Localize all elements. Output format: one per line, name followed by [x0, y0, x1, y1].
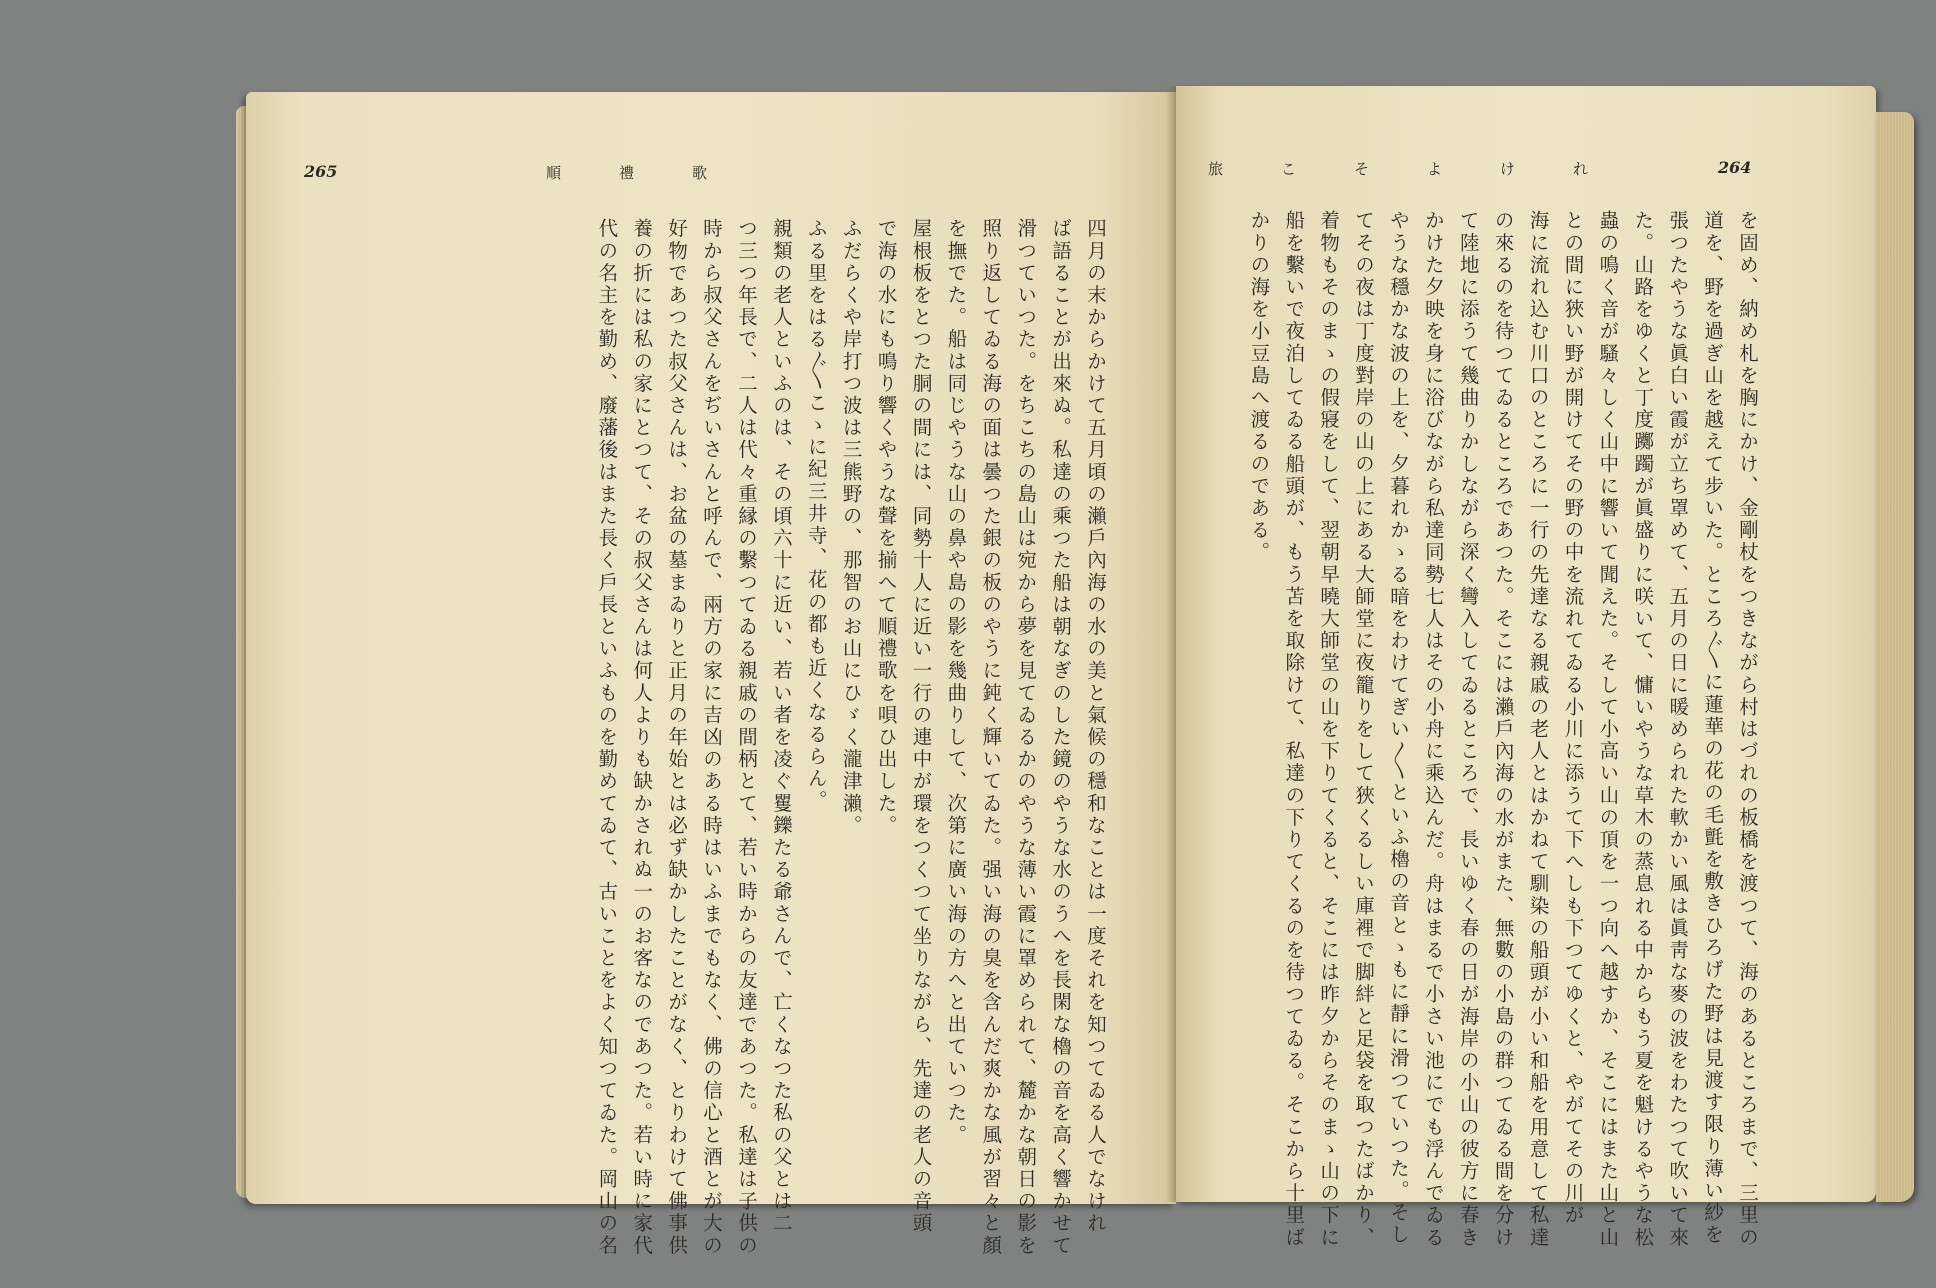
text-line: やうな穩かな波の上を、夕暮れかゝる暗をわけてぎい〳〵といふ櫓の音とゝもに靜に滑つていつた。そし [1386, 210, 1410, 1247]
text-line: 照り返してゐる海の面は曇つた銀の板のやうに鈍く輝いてゐた。强い海の臭を含んだ爽かな風が習々と顏 [979, 218, 1003, 1257]
text-line: 時から叔父さんをぢいさんと呼んで、兩方の家に吉凶のある時はいふまでもなく、佛の信心と酒とが大の [700, 218, 724, 1257]
right-page-body [1216, 210, 1764, 1249]
text-line: ふる里をはる〴〵こゝに紀三井寺、花の都も近くなるらん。 [804, 218, 828, 813]
right-page [1176, 86, 1876, 1249]
text-line: 道を、野を過ぎ山を越えて步いた。ところ〴〵に蓮華の花の毛氈を敷きひろげた野は見渡す限り薄い紗を [1701, 210, 1725, 1247]
page-number-right: 264 [1718, 158, 1752, 177]
text-line: 屋根板をとつた胴の間には、同勢十人に近い一行の連中が環をつくつて坐りながら、先達の老人の音頭 [909, 218, 933, 1235]
text-line: ば語ることが出來ぬ。私達の乘つた船は朝なぎのした鏡のやうな水のうへを長閑な櫓の音を高く響かせて [1049, 218, 1073, 1257]
text-line: 親類の老人といふのは、その頃六十に近い、若い者を凌ぐ矍鑠たる爺さんで、亡くなつた私の父とは二 [769, 218, 793, 1235]
text-line: つ三つ年長で、二人は代々重縁の繫つてゐる親戚の間柄とて、若い時からの友達であつた。私達は子供の [734, 218, 758, 1257]
page-edges-right [1876, 112, 1914, 1202]
text-line: を固め、納め札を胸にかけ、金剛杖をつきながら村はづれの板橋を渡つて、海のあるところまで、三里の [1736, 210, 1759, 1249]
text-line: を撫でた。船は同じやうな山の鼻や島の影を幾曲りして、次第に廣い海の方へと出ていつた。 [944, 218, 968, 1147]
text-line: 四月の末からかけて五月頃の瀨戶內海の水の美と氣候の穩和なことは一度それを知つてゐる人でなけれ [1084, 218, 1107, 1235]
left-page [246, 92, 1176, 1257]
text-line: て陸地に添うて幾曲りかしながら深く彎入してゐるところで、長いゆく春の日が海岸の小山の彼方に春き [1456, 210, 1480, 1249]
text-line: 海に流れ込む川口のところに一行の先達なる親戚の老人とはかねて馴染の船頭が小い和船を用意して私達 [1526, 210, 1550, 1249]
text-line: てその夜は丁度對岸の山の上にある大師堂に夜籠りをして狹くるしい庫裡で脚絆と足袋を取つたばかり、 [1352, 210, 1376, 1249]
text-line: で海の水にも鳴り響くやうな聲を揃へて順禮歌を唄ひ出した。 [874, 218, 898, 837]
text-line: かりの海を小豆島へ渡るのである。 [1247, 210, 1271, 564]
text-line: 代の名主を勤め、廢藩後はまた長く戶長といふものを勤めてゐて、古いことをよく知つてゐた。岡山の名 [595, 218, 619, 1257]
text-line: 着物もそのまゝの假寢をして、翌朝早曉大師堂の山を下りてくると、そこには昨夕からそのまゝ山の下に [1317, 210, 1341, 1249]
left-page-body [304, 218, 1112, 1257]
text-line: ふだらくや岸打つ波は三熊野の、那智のお山にひゞく瀧津瀨。 [839, 218, 863, 837]
text-line: 張つたやうな眞白い霞が立ち罩めて、五月の日に暖められた軟かい風は眞靑な麥の波をわたつて吹いて來 [1666, 210, 1690, 1249]
page-number-left: 265 [304, 162, 338, 181]
running-head-left: 順禮歌 [546, 164, 766, 182]
text-line: の來るのを待つてゐるところであつた。そこには瀨戶內海の水がまた、無數の小島の群つてゐる間を分け [1491, 210, 1515, 1249]
text-line: 養の折には私の家にとつて、その叔父さんは何人よりも缺かされぬ一のお客なのであつた。若い時に家代 [630, 218, 654, 1257]
text-line: との間に狹い野が開けてその野の中を流れてゐる小川に添うて下へしも下つてゆくと、やがてその川が [1561, 210, 1585, 1227]
text-line: かけた夕映を身に浴びながら私達同勢七人はその小舟に乘込んだ。舟はまるで小さい池にでも浮んでゐる [1421, 210, 1445, 1249]
text-line: 蟲の鳴く音が騷々しく山中に響いて聞えた。そして小高い山の頂を一つ向へ越すか、そこにはまた山と山 [1596, 210, 1620, 1249]
text-line: 滑つていつた。をちこちの島山は宛から夢を見てゐるかのやうな薄い霞に罩められて、麓かな朝日の影を [1014, 218, 1038, 1257]
open-book [236, 86, 1759, 1257]
text-line: 船を繫いで夜泊してゐる船頭が、もう苫を取除けて、私達の下りてくるのを待つてゐる。そこから十里ば [1282, 210, 1306, 1249]
text-line: た。山路をゆくと丁度躑躅が眞盛りに咲いて、慵いやうな草木の蒸息れる中からもう夏を魁けるやうな松 [1631, 210, 1655, 1249]
text-line: 好物であつた叔父さんは、お盆の墓まゐりと正月の年始とは必ず缺かしたことがなく、とりわけて佛事供 [665, 218, 689, 1257]
running-head-right: 旅こそよけれ [1208, 160, 1647, 178]
